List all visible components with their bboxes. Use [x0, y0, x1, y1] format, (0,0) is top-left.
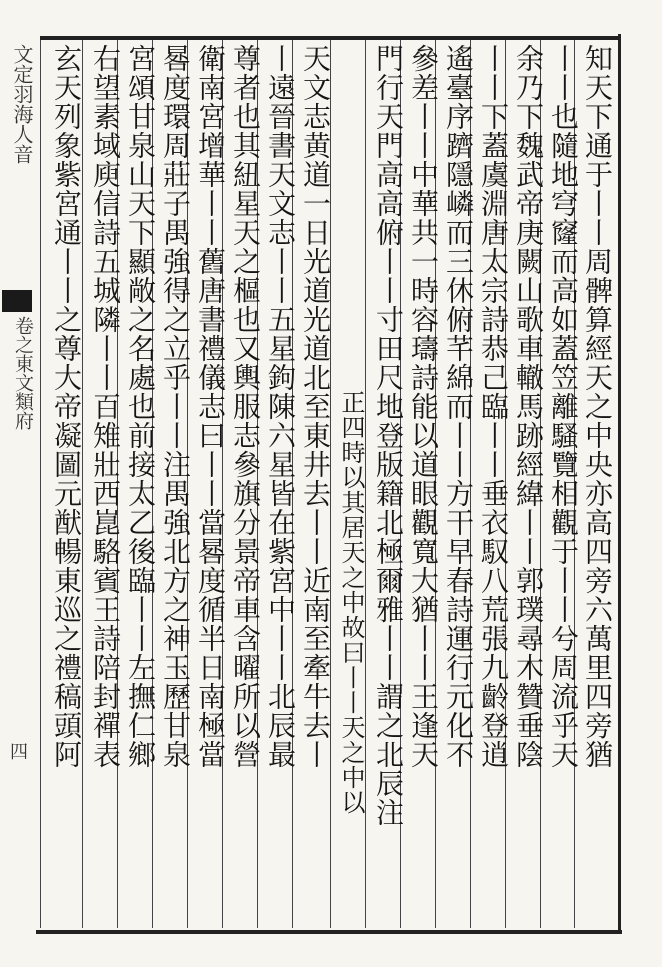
column-rule [365, 40, 366, 928]
text-column-6: 參差丨丨中華共一時容璹詩能以道眼觀寬大猶丨丨王逢天 [407, 44, 440, 769]
text-column-12: 衛南宮增華丨丨舊唐書禮儀志曰丨丨當晷度循半日南極當 [194, 44, 227, 769]
column-rule [40, 40, 41, 928]
text-column-11: 尊者也其紐星天之樞也又輿服志參旗分景帝車含曜所以營 [229, 44, 262, 769]
text-column-8: 正四時以其居天之中故曰丨丨天之中以 [337, 390, 365, 815]
text-column-10: 丨遠晉書天文志丨丨五星鉤陳六星皆在紫宮中丨丨北辰最 [264, 44, 297, 769]
text-column-3: 余乃下魏武帝庚闕山歌車轍馬跡經緯丨丨郭璞尋木贊垂陰 [512, 44, 545, 769]
text-column-4: 丨丨下蓋虞淵唐太宗詩恭己臨丨丨垂衣馭八荒張九齡登逍 [477, 44, 510, 769]
bottom-frame-rule [36, 930, 622, 934]
right-frame-rule [618, 34, 621, 934]
text-column-16: 玄天列象紫宮通丨丨之尊大帝凝圖元猷暢東巡之禮稿頭阿 [50, 44, 83, 769]
margin-black-block [2, 290, 32, 312]
text-column-2: 丨丨也隨地穹窿而高如蓋笠離騷覽相觀于丨丨兮周流乎天 [547, 44, 580, 769]
page-number: 四 [7, 742, 28, 760]
margin-section-text: 卷之東文類府 [12, 316, 34, 430]
text-column-14: 宮頌甘泉山天下顯敞之名處也前接太乙後臨丨丨左撫仁鄉 [124, 44, 157, 769]
text-column-7: 門行天門高高俯丨丨寸田尺地登版籍北極爾雅丨丨謂之北辰注 [372, 44, 405, 827]
text-column-1: 知天下通于丨丨周髀算經天之中央亦高四旁六萬里四旁猶 [581, 44, 614, 769]
text-column-15: 右望素域庾信詩五城隣丨丨百雉壯西崑駱賓王詩陪封禪表 [89, 44, 122, 769]
text-column-13: 晷度環周莊子禺強得之立乎丨丨注禺強北方之神玉歷甘泉 [159, 44, 192, 769]
text-column-5: 遙臺序躋隱嶙而三休俯芊綿而丨丨方干早春詩運行元化不 [442, 44, 475, 769]
margin-title-text: 文定羽海人音 [10, 44, 34, 164]
text-column-9: 天文志黄道一日光道光道北至東井去丨丨近南至牽牛去丨 [299, 44, 332, 769]
